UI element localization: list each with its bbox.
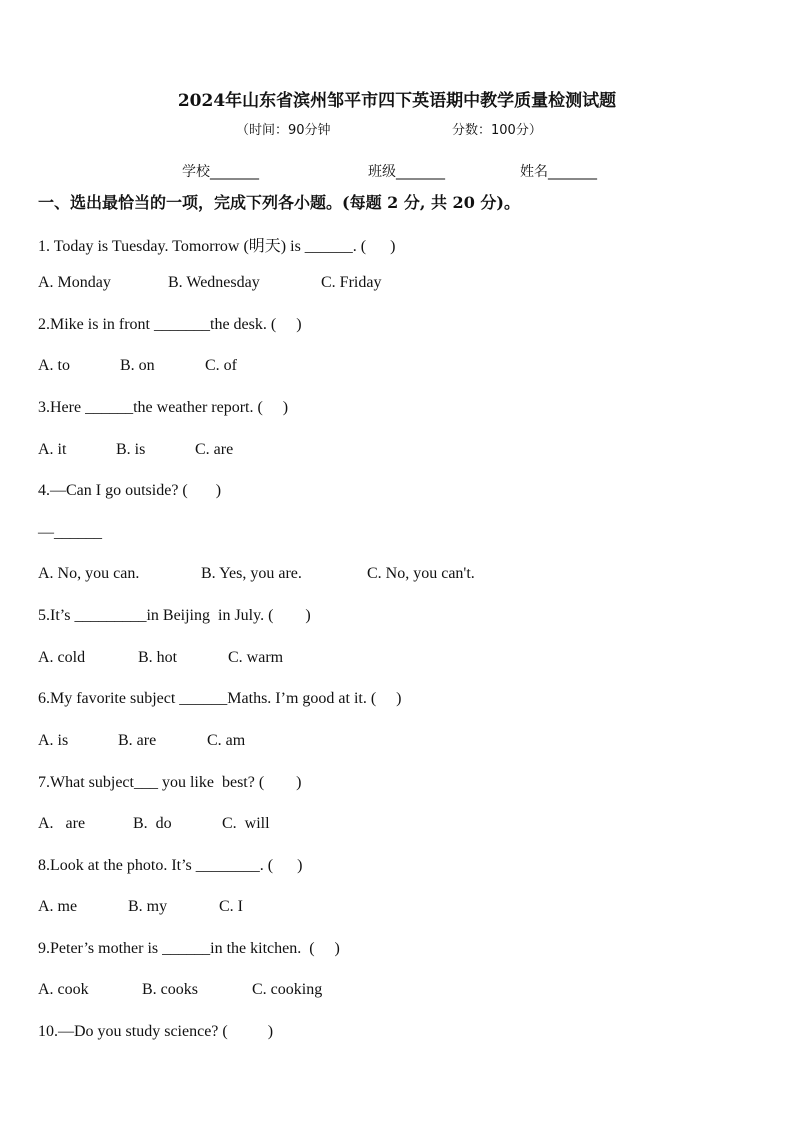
option-7c: C. will [222, 815, 270, 832]
option-1c: C. Friday [321, 274, 382, 291]
option-5b: B. hot [138, 649, 178, 666]
question-6: 6.My favorite subject ______Maths. I’m good at it. ( ) [38, 690, 402, 707]
option-4c: C. No, you can't. [367, 565, 475, 582]
question-10: 10.—Do you study science? ( ) [38, 1023, 274, 1040]
question-5: 5.It’s _________in Beijing in July. ( ) [38, 607, 311, 624]
school-field: 学校_______ [182, 164, 259, 180]
question-3: 3.Here ______the weather report. ( ) [38, 399, 289, 416]
answer-blank-4: —______ [38, 524, 102, 541]
option-5a: A. cold [38, 649, 86, 666]
option-2a: A. to [38, 357, 70, 374]
option-3b: B. is [116, 441, 146, 458]
option-6b: B. are [118, 732, 157, 749]
option-1a: A. Monday [38, 274, 111, 291]
exam-score: 分数：100分） [452, 123, 542, 138]
option-9b: B. cooks [142, 981, 198, 998]
option-8c: C. I [219, 898, 243, 915]
option-1b: B. Wednesday [168, 274, 260, 291]
question-8: 8.Look at the photo. It’s ________. ( ) [38, 857, 303, 874]
question-7: 7.What subject___ you like best? ( ) [38, 774, 302, 791]
option-4a: A. No, you can. [38, 565, 140, 582]
option-4b: B. Yes, you are. [201, 565, 302, 582]
question-4: 4.—Can I go outside? ( ) [38, 482, 222, 499]
option-3c: C. are [195, 441, 234, 458]
question-2: 2.Mike is in front _______the desk. ( ) [38, 316, 302, 333]
option-6c: C. am [207, 732, 246, 749]
option-2c: C. of [205, 357, 237, 374]
option-8a: A. me [38, 898, 78, 915]
question-1: 1. Today is Tuesday. Tomorrow (明天) is ______. ( ) [38, 238, 396, 255]
class-field: 班级_______ [368, 164, 445, 180]
option-3a: A. it [38, 441, 67, 458]
section-heading: 一、选出最恰当的一项，完成下列各小题。(每题 2 分, 共 20 分)。 [38, 193, 520, 212]
option-2b: B. on [120, 357, 155, 374]
option-5c: C. warm [228, 649, 284, 666]
exam-title: 2024年山东省滨州邹平市四下英语期中教学质量检测试题 [177, 91, 617, 111]
question-9: 9.Peter’s mother is ______in the kitchen. ( ) [38, 940, 340, 957]
option-9a: A. cook [38, 981, 89, 998]
option-9c: C. cooking [252, 981, 323, 998]
option-7a: A. are [38, 815, 86, 832]
exam-time: （时间：90分钟 [236, 123, 331, 138]
name-field: 姓名_______ [520, 164, 597, 180]
option-6a: A. is [38, 732, 69, 749]
option-7b: B. do [133, 815, 172, 832]
option-8b: B. my [128, 898, 168, 915]
